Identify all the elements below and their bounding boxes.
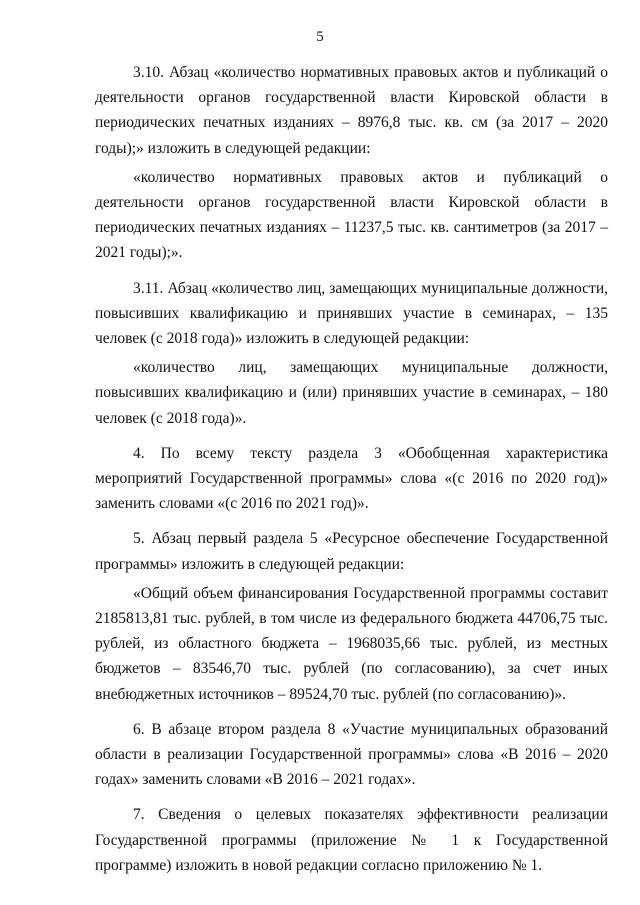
paragraph-5: 5. Абзац первый раздела 5 «Ресурсное обеспечение Государственной программы» изложить в следующей редакции: [95, 530, 608, 573]
paragraph-3-10-new-text: «количество нормативных правовых актов и публикаций о деятельности органов государственной власти Кировской области в периодических печатных изданиях – 11237,5 тыс. кв. сантиметров (за 2017 – 2021 годы);». [95, 168, 608, 262]
paragraph-6: 6. В абзаце втором раздела 8 «Участие муниципальных образований области в реализации Государственной программы» слова «В 2016 – 2020 годах» заменить словами «В 2016 – 2021 годах». [95, 720, 608, 789]
paragraph-4: 4. По всему тексту раздела 3 «Обобщенная характеристика мероприятий Государственной программы» слова «(с 2016 по 2020 год)» заменить словами «(с 2016 по 2021 год)». [95, 444, 608, 513]
paragraph-3-11-new-text: «количество лиц, замещающих муниципальные должности, повысивших квалификацию и (или) принявших участие в семинарах, – 180 человек (с 2018 года)». [95, 359, 608, 427]
paragraph-3-11: 3.11. Абзац «количество лиц, замещающих муниципальные должности, повысивших квалификацию и принявших участие в семинарах, – 135 человек (с 2018 года)» изложить в следующей редакции: [95, 279, 608, 348]
page-number: 5 [316, 29, 324, 45]
document-body [95, 60, 608, 882]
paragraph-3-10: 3.10. Абзац «количество нормативных правовых актов и публикаций о деятельности органов государственной власти Кировской области в периодических печатных изданиях – 8976,8 тыс. кв. см (за 2017 – 2020 годы);» изложить в следующей редакции: [95, 64, 608, 157]
paragraph-5-new-text: «Общий объем финансирования Государственной программы составит 2185813,81 тыс. рублей, в том числе из федерального бюджета 44706,75 тыс. рублей, из областного бюджета – 1968035,66 тыс. рублей, из местных бюджетов – 83546,70 тыс. рублей (по согласованию), за счет иных внебюджетных источников – 89524,70 тыс. рублей (по согласованию)». [95, 584, 608, 703]
paragraph-7: 7. Сведения о целевых показателях эффективности реализации Государственной программы (приложение № 1 к Государственной программе) изложить в новой редакции согласно приложению № 1. [95, 806, 608, 874]
